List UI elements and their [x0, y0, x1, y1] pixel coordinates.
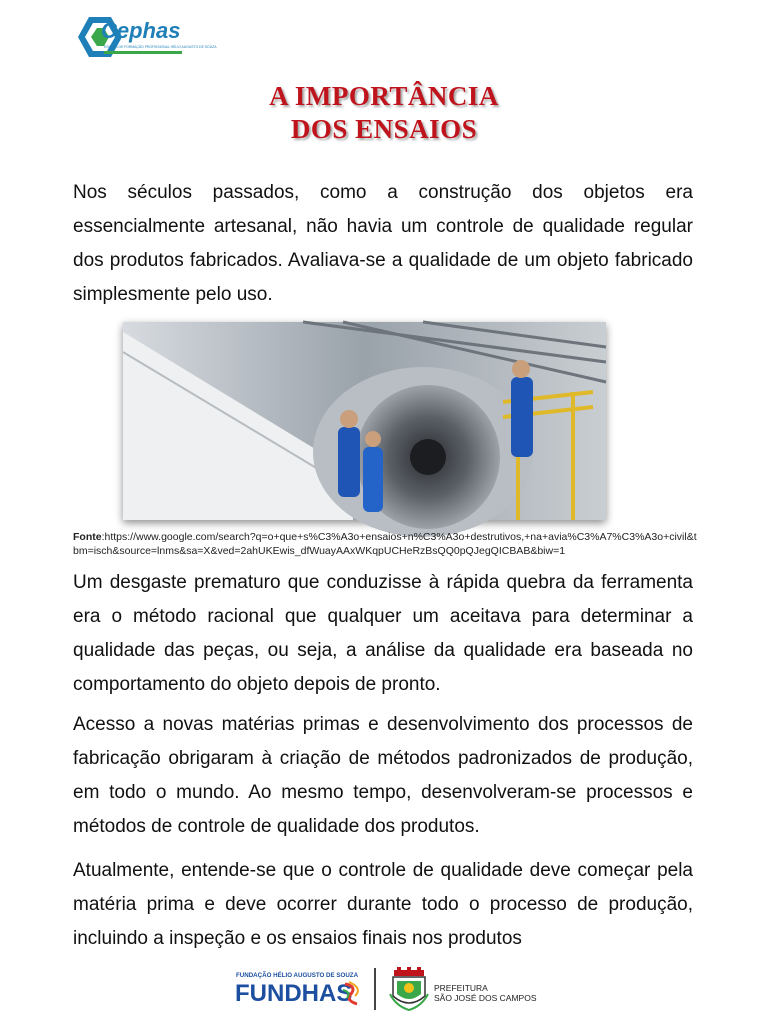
fundhas-logo [233, 968, 368, 1013]
page-title [0, 80, 768, 146]
paragraph-4: Atualmente, entende-se que o controle de qualidade deve começar pela matéria prima e deve ocorrer durante todo o processo de produção, incluindo a inspeção e os ensaios finais nos produtos [73, 860, 693, 949]
aircraft-engine-photo [123, 322, 606, 520]
caption-label: Fonte [73, 531, 102, 543]
city-seal-icon [388, 966, 430, 1012]
title-line-2: DOS ENSAIOS [290, 114, 478, 144]
paragraph-2: Um desgaste prematuro que conduzisse à rápida quebra da ferramenta era o método racional que qualquer um aceitava para determinar a qualidade das peças, ou seja, a análise da qualidade era baseada no comportamento do objeto depois de pronto. [73, 572, 693, 695]
footer-divider [374, 968, 376, 1010]
caption-url[interactable]: :https://www.google.com/search?q=o+que+s%C3%A3o+ensaios+n%C3%A3o+destrutivos,+na+avia%C3%A7%C3%A3o+civil&tbm=isch&source=lnms&sa=X&ved=2ahUKEwis_dfWuayAAxWKqpUCHeRzBsQQ0pQJegQICBAB&biw=1 [73, 531, 697, 557]
logo-subtext: ESCOLA DE FORMAÇÃO PROFISSIONAL HÉLIO AUGUSTO DE SOUZA [104, 45, 217, 49]
city-name: SÃO JOSÉ DOS CAMPOS [434, 993, 537, 1003]
cephas-logo [74, 10, 217, 64]
paragraph-3: Acesso a novas matérias primas e desenvolvimento dos processos de fabricação obrigaram à criação de métodos padronizados de produção, em todo o mundo. Ao mesmo tempo, desenvolveram-se processos e métodos de controle de qualidade dos produtos. [73, 714, 693, 837]
prefeitura-text [434, 983, 537, 1003]
paragraph-1: Nos séculos passados, como a construção dos objetos era essencialmente artesanal, não havia um controle de qualidade regular dos produtos fabricados. Avaliava-se a qualidade de um objeto fabricado simplesmente pelo uso. [73, 182, 693, 305]
fundhas-wordmark: FUNDHAS [235, 980, 353, 1007]
fundhas-foundation-name: FUNDAÇÃO HÉLIO AUGUSTO DE SOUZA [236, 972, 359, 979]
title-line-1: A IMPORTÂNCIA [269, 81, 499, 111]
image-source-caption [73, 530, 698, 558]
prefeitura-label: PREFEITURA [434, 983, 488, 993]
logo-wordmark: Cephas [101, 18, 181, 43]
